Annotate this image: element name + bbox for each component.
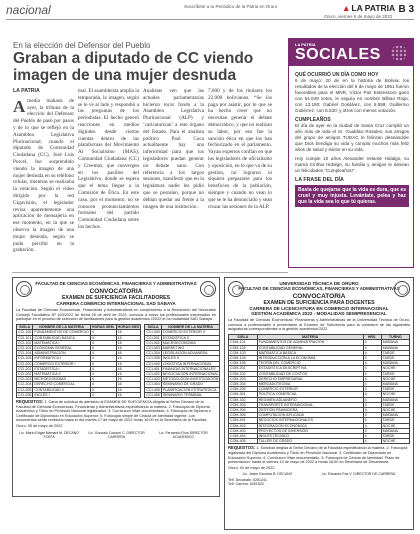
subjects-tables (16, 324, 219, 398)
requirements-text: 1. Solicitud dirigida al Señor Decano de la Facultad especificando la materia. 2. Fotocopia legalizada del Diploma Académico y Título en Provisión Nacional. 3. Certificado de Diplomado en Educación Superior. 4. Curriculum Vitae documentado. 5. Fotocopia de Cédula de Identidad. Plazo de presentación: hasta el viernes 13 de mayo de 2022 a horas 16:00 en Secretaría de Decanatura. (228, 446, 408, 465)
sidebar-title: SOCIALES (295, 46, 381, 63)
table-cell: NEGOCIOS INTERNACIONALES (257, 418, 363, 423)
ad-subtitle: EXAMEN DE SUFICIENCIA PARA DOCENTES (263, 300, 375, 306)
table-cell: COM-401 (229, 418, 258, 423)
table-cell: COM-403 (229, 428, 258, 433)
ad-title: CONVOCATORIA (89, 288, 143, 295)
table-cell: 4 (363, 340, 381, 345)
table-cell: 4 (90, 345, 116, 350)
table-cell: DERECHO EMPRESARIAL (257, 376, 363, 381)
table-cell: COM-201 (229, 366, 258, 371)
table-cell: 4 (363, 376, 381, 381)
quote-box: Basta de quejarse que la vida es dura, que es cruel y muy injusta. Levántate, pelea y haz que la vida sea lo que tú quieras. (295, 185, 409, 207)
table-cell: 4 (363, 392, 381, 397)
edition-date: Oruro, viernes 6 de mayo de 2022 (324, 14, 393, 19)
table-cell: CCI-200 (18, 361, 32, 366)
table-row (145, 361, 220, 366)
table-cell: NOCHE (381, 366, 409, 371)
table-cell: NOCHE (381, 407, 409, 412)
table-header-cell: TURNO (381, 335, 409, 340)
table-cell: 4 (363, 402, 381, 407)
table-cell: 4 (90, 366, 116, 371)
table-cell: 4 (90, 351, 116, 356)
phone-line: Telf. Carrera: 5261520 (228, 482, 264, 487)
table-cell: TRANSPORTE INTERNACIONAL (257, 402, 363, 407)
table-cell: DERECHO COMERCIAL (33, 382, 90, 387)
table-cell: CCI-202 (18, 371, 32, 376)
ad-faculty: FACULTAD DE CIENCIAS ECONÓMICAS, FINANCIERAS Y ADMINISTRATIVAS (35, 281, 197, 286)
table-cell: CCI-303 (146, 345, 160, 350)
ad-date: Oruro, 05 de mayo de 2022 (16, 423, 63, 428)
table-cell: METODOLOGÍA INVESTIGACIÓN (162, 377, 219, 382)
table-cell: CCI-400 (146, 361, 160, 366)
table-cell: MAÑANA (381, 361, 409, 366)
ad-subtitle: EXAMEN DE SUFICIENCIA FACILITADORES (61, 295, 171, 301)
table-cell: TARDE (381, 418, 409, 423)
table-cell: CCI-205 (18, 387, 32, 392)
table-cell: CCI-102 (18, 340, 32, 345)
sponsor-text: Suscríbete a tu Periódico de la Patria en Oruro (184, 4, 278, 9)
table-cell: CCI-204 (18, 382, 32, 387)
table-cell: LEGISLACIÓN ADUANERA (161, 351, 220, 356)
ad-subtitle-2: CARRERA DE LICENCIATURA EN COMERCIO INTERNACIONAL (249, 306, 389, 311)
table-cell: 16 (116, 330, 141, 335)
article-kicker: En la elección del Defensor del Pueblo (13, 41, 151, 50)
table-cell: MATEMÁTICA BÁSICA (257, 350, 363, 355)
table-cell: CCI-203 (18, 377, 32, 382)
table-cell: 16 (116, 351, 141, 356)
requirements-text: 1. Carta de solicitud de admisión al EXAMEN DE SUFICIENCIA dirigida al Señor Decano de la Facultad de Ciencias Económicas, Financieras y Administrativas especificando la materia. 2. Fotocopia de Diploma Académico y Título en Provisión Nacional legalizados. 3. Curriculum Vitae documentado. 4. Fotocopia de Diploma o Certificado de Diplomado en Educación Superior. 5. Fotocopia simple de Cédula de Identidad vigente. Los documentos serán recibidos hasta el día martes 17 de mayo de 2022 horas 16:00 en la Secretaría de la Facultad. (16, 399, 211, 423)
sidebar-brand: LA PATRIA (295, 42, 316, 47)
table-cell: 16 (116, 361, 141, 366)
table-cell: COM-405 (229, 439, 258, 444)
table-cell: CCI-100 (18, 330, 32, 335)
table-cell: 4 (363, 366, 381, 371)
table-cell: CCI-305 (146, 356, 160, 361)
table-cell: CCI-404 (146, 382, 160, 387)
table-cell: INTEGRACIÓN ECONÓMICA (257, 423, 363, 428)
table-cell: CCI-401 (146, 366, 160, 371)
university-seal-icon (16, 281, 32, 297)
table-cell: CCI-103 (18, 345, 32, 350)
table-cell: NOCHE (381, 376, 409, 381)
column-text: media mañana de ayer, la tribuna de la elección del Defensor del Pueblo de pasó por pasos y de lo que se reflejó en la Asamblea Legislativa Plurinacional, cuando el diputado de Comunidad Ciudadana (CC), José Luis Porcel, fue sorprendido viendo la imagen de una mujer desnuda en su teléfono celular, mientras se realizaba la votación. Según el video dirigido por la red Gigavisión, el legislador revisa aparentemente una aplicación de mensajería en ese momento, en la que se observa la imagen de una mujer desnuda, según se pudo percibir en la grabación. (13, 97, 74, 254)
table-cell: 4 (363, 361, 381, 366)
table-cell: TARDE (381, 402, 409, 407)
subjects-table-2 (144, 324, 220, 398)
table-row (145, 371, 220, 376)
ad-intro: La Facultad de Ciencias Económicas, Financieras y Administrativas de la Universidad Técnica de Oruro, convoca a profesionales a presentarse al Examen de Suficiencia para la cobertura de las siguientes asignaturas correspondientes a la gestión académica 2022. (228, 318, 410, 332)
section-divider (12, 272, 288, 273)
table-cell: LOGÍSTICA INTERNACIONAL (161, 361, 220, 366)
flag-icon: ▲ (342, 3, 351, 13)
contact-phones (228, 478, 410, 487)
table-cell: 4 (363, 433, 381, 438)
signature: Lic. Javier Escobar B. DECANO (242, 472, 293, 477)
table-cell: RÉGIMEN ADUANERO (257, 397, 363, 402)
table-cell: CCI-403 (146, 377, 160, 382)
signature: Lic. Gonzalo Condori C. DIRECTOR CARRERA (88, 430, 145, 439)
sidebar-paragraph: 6 de mayo: 20 de en la historia de Bolivia: los resultados de la elección del 6 de mayo de 1951 fueron favorables para el MNR, Víctor Paz Estenssoro ganó con 54.049 votos, le seguía en nombre Bilbao Rioja, con 13.180; Gabriel Gosálvez, con 6.559; Guillermo Gutiérrez, con 6.530; y otros con menos votación. (295, 78, 409, 113)
table-row (145, 377, 220, 382)
table-cell: NOCHE (381, 439, 409, 444)
table-cell: GESTIÓN FINANCIERA (257, 407, 363, 412)
table-cell: COM-203 (229, 376, 258, 381)
table-cell: CCI-105 (18, 356, 32, 361)
table-cell: NOCHE (381, 392, 409, 397)
table-cell: INTRODUCCIÓN A LA ECONOMÍA (257, 355, 363, 360)
table-header-cell: HORAS MES (117, 325, 140, 330)
table-cell: 16 (116, 345, 141, 350)
table-cell: ESTADÍSTICA DESCRIPTIVA (257, 366, 363, 371)
table-cell: TARDE (381, 350, 409, 355)
phone-line: Telf. Decanato: 5261241 (228, 477, 267, 482)
table-header-cell: SIGLA (229, 335, 258, 340)
table-cell: COM-104 (229, 355, 258, 360)
table-cell: 4 (363, 350, 381, 355)
table-cell: ADMINISTRACIÓN (33, 351, 90, 356)
table-row (17, 392, 141, 397)
table-cell: CCI-206 (18, 392, 32, 397)
table-cell: TARDE (381, 387, 409, 392)
table-cell: 16 (116, 382, 141, 387)
table-cell: COM-102 (229, 345, 258, 350)
section-name: nacional (6, 3, 51, 17)
table-cell: TARDE (381, 355, 409, 360)
sidebar-heading: CUMPLEAÑOS (295, 117, 331, 123)
table-cell: ESTADÍSTICA I (33, 366, 90, 371)
table-cell: 4 (90, 392, 116, 397)
article-column-1 (13, 88, 74, 268)
table-cell: 16 (116, 356, 141, 361)
sidebar-paragraph: Hoy cumple 10 años Alexander Velarde Hidalgo, su mamá Cinthia Hidalgo, su familia y amigos le desean un felicidades “Cumpleaños!”. (295, 156, 409, 173)
table-cell: ESTADÍSTICA II (161, 335, 220, 340)
sidebar-heading: LA FRASE DEL DÍA (295, 177, 344, 183)
table-cell: CONTABILIDAD DE COSTOS (257, 371, 363, 376)
table-cell: CCI-402 (146, 371, 160, 376)
sociales-header (289, 39, 413, 66)
article-column-2 (78, 88, 139, 268)
table-cell: FINANZAS INTERNACIONALES (161, 366, 220, 371)
university-seal-icon (228, 281, 244, 297)
table-cell: CCI-301 (146, 335, 160, 340)
table-cell: 4 (90, 330, 116, 335)
table-cell: COM-103 (229, 350, 258, 355)
table-cell: 4 (363, 413, 381, 418)
table-cell: CONTABILIDAD BÁSICA (33, 335, 90, 340)
signature: Lic. Fernando Ríos DIRECTOR ACADÉMICO (159, 430, 208, 439)
table-cell: 4 (90, 371, 116, 376)
table-row (145, 392, 220, 397)
article-headline: Graban a diputado de CC viendo imagen de una mujer desnuda (13, 50, 254, 84)
table-cell: 4 (90, 356, 116, 361)
table-header-cell: NOMBRE DE LA MATERIA (161, 325, 220, 330)
table-header-cell: HORAS SEM. (91, 325, 115, 330)
table-cell: 16 (116, 387, 141, 392)
table-row (229, 439, 410, 444)
table-cell: COM-202 (229, 371, 258, 376)
table-cell: COM-404 (229, 433, 258, 438)
table-cell: 4 (90, 377, 116, 382)
subjects-table-1 (16, 324, 141, 398)
table-cell: COM-301 (229, 392, 258, 397)
table-cell: 4 (363, 387, 381, 392)
ad-date: Oruro, 04 de mayo de 2022 (228, 465, 275, 470)
table-header-cell: SIGLA (17, 325, 33, 330)
table-cell: PROYECTOS DE INVERSIÓN (257, 428, 363, 433)
sidebar-heading: QUÉ OCURRIÓ UN DÍA COMO HOY (295, 72, 379, 78)
table-cell: CONTABILIDAD II (33, 387, 90, 392)
table-cell: 4 (363, 397, 381, 402)
table-cell: 16 (116, 377, 141, 382)
table-cell: MAÑANA (381, 413, 409, 418)
requirements (228, 446, 410, 464)
table-cell: 4 (363, 371, 381, 376)
sidebar-body (295, 70, 409, 207)
table-cell: MATEMÁTICA I (33, 340, 90, 345)
table-cell: CCI-201 (18, 366, 32, 371)
ad-university: UNIVERSIDAD TÉCNICA DE ORURO (279, 281, 359, 286)
table-cell: SEMINARIO TERMINAL (161, 392, 220, 397)
table-cell: 4 (90, 335, 116, 340)
table-cell: COM-205 (229, 387, 258, 392)
article-column-4 (208, 88, 272, 268)
table-cell: COM-304 (229, 407, 258, 412)
ad-subtitle-2: CARRERA COMERCIO INTERNACIONAL SAD SABAYA (56, 301, 176, 306)
table-cell: 4 (90, 387, 116, 392)
table-row (145, 366, 220, 371)
table-cell: MACROECONOMÍA (161, 340, 220, 345)
table-cell: MAÑANA (381, 340, 409, 345)
table-cell: MERCADOTECNIA (257, 381, 363, 386)
table-cell: CCI-304 (146, 351, 160, 356)
ad-faculty: FACULTAD DE CIENCIAS ECONÓMICAS, FINANCIERAS Y ADMINISTRATIVAS (238, 286, 400, 291)
table-cell: 4 (90, 361, 116, 366)
table-cell: 16 (116, 371, 141, 376)
table-cell: TARDE (381, 371, 409, 376)
table-cell: COM-302 (229, 397, 258, 402)
requirements (16, 400, 216, 423)
table-cell: COMERCIO EXTERIOR II (161, 330, 220, 335)
table-cell: 4 (363, 428, 381, 433)
table-cell: COMERCIO EXTERIOR I (33, 361, 90, 366)
table-header-cell: MATERIA (257, 335, 363, 340)
table-cell: NEGOCIACIÓN INTERNACIONAL (162, 371, 219, 376)
table-cell: NOCHE (381, 423, 409, 428)
table-cell: MATEMÁTICA II (33, 371, 90, 376)
table-cell: CCI-104 (18, 351, 32, 356)
table-cell: 4 (363, 418, 381, 423)
table-cell: COM-305 (229, 413, 258, 418)
sidebar-paragraph: El día de ayer en la ciudad de Santa Cruz cumplió un año más de vida el Sr. Gualdiso Rosales, sus amigos del grupo de amigos TUDAC le felicitan deseándole que Dios bendiga su vida y cumpla muchos más feliz años de salud y éxitos en su vida. (295, 123, 409, 152)
sociales-sidebar (288, 38, 414, 268)
table-cell: 4 (363, 355, 381, 360)
signatures (228, 472, 410, 476)
page-number: B 3 (398, 4, 414, 15)
ad-title: CONVOCATORIA (292, 293, 346, 300)
table-cell: INGLÉS TÉCNICO (257, 433, 363, 438)
table-cell: INGLÉS I (33, 392, 90, 397)
table-cell: COM-101 (229, 340, 258, 345)
faculty-seal-icon (200, 281, 216, 297)
table-cell: COMERCIO EXTERIOR (257, 387, 363, 392)
subjects-table (228, 334, 410, 444)
column-text: 7.000 y de los titulares los 22.000 bolivianos. “Se los paga por asistir, por lo que se ha hecho creer que no necesitan generar el debate democrático, y que no realizan su labor, por eso fue la sanción ética en que los han fechorizado en el parlamento. Vayan expertos confían en que los legisladores de oficialismo y oposición, en lo que va de su gestión, no lograron ni siquiera prepararse para los beneficios de la población, siempre y cuando no vean lo que se le ha denunciado y sean cruzar las sesiones de la ALP. (208, 88, 272, 210)
table-cell: MARKETING (161, 345, 220, 350)
table-cell: TALLER DE GRADO (257, 439, 363, 444)
table-cell: COM-105 (229, 361, 258, 366)
table-cell: MAÑANA (381, 428, 409, 433)
table-cell: SEMINARIO DE GRADO (161, 382, 220, 387)
table-cell: 4 (363, 381, 381, 386)
table-cell: COM-303 (229, 402, 258, 407)
table-cell: 4 (363, 439, 381, 444)
table-cell: 4 (90, 340, 116, 345)
table-cell: MAÑANA (381, 381, 409, 386)
convocatoria-ad-left (12, 277, 220, 497)
table-cell: TEORÍA DEL COMERCIO (257, 361, 363, 366)
table-cell: 4 (363, 345, 381, 350)
drop-cap: A (13, 96, 26, 116)
table-cell: COM-402 (229, 423, 258, 428)
table-cell: 4 (363, 407, 381, 412)
table-cell: 4 (90, 382, 116, 387)
table-cell: POLÍTICA COMERCIAL (257, 392, 363, 397)
table-cell: MAÑANA (381, 345, 409, 350)
ad-subtitle-3: GESTIÓN ACADÉMICA 2022 - MODALIDAD SEMIPRESENCIAL (251, 311, 387, 316)
table-cell: 16 (116, 366, 141, 371)
table-cell: MICROECONOMÍA (33, 377, 90, 382)
article-byline: LA PATRIA (13, 88, 40, 94)
ad-intro: La Facultad de Ciencias Económicas, Financieras y Administrativas en cumplimiento a la Resolución del Honorable Consejo Facultativo Nº 163/2022 de fecha 25 de abril de 2022, convoca a todos los profesionales interesados en participar en el proceso de selección de facilitadores para la gestión académica I/2022 en la modalidad SAD Sabaya. (16, 308, 216, 322)
table-cell: COM-204 (229, 381, 258, 386)
column-text: Analistas ven que las actuales parlamentarias hicieron tocar fondo a la Asamblea Legislativa Plurinacional (ALP) y ‘caricaturizan’ a este órgano del Estado. Para el analista político Paul Coca actualmente hay una inferioridad para que los legisladores puedan generar un debate sano. Con referencia a los largos sesiones, manifestó que en la legislatura nadie los pidió que se postulen, porque no debían quedar así frente a la imagen de una institución. (143, 88, 204, 210)
table-cell: CCI-406 (146, 392, 160, 397)
table-cell: CONTABILIDAD GENERAL (257, 345, 363, 350)
signatures (16, 431, 216, 439)
table-header-cell: SIGLA (145, 325, 161, 330)
requirements-title: REQUISITOS: (228, 445, 256, 451)
table-header-cell: NOMBRE DE LA MATERIA (33, 325, 90, 330)
table-row (145, 387, 220, 392)
table-cell: CCI-405 (146, 387, 160, 392)
signature: Lic. Mario Edgar Mamani M. DECANO FCEFA (19, 430, 79, 439)
table-cell: INGLÉS II (161, 356, 220, 361)
table-cell: 4 (363, 423, 381, 428)
table-cell: COMPUTACIÓN APLICADA (257, 413, 363, 418)
convocatoria-ad-right (224, 277, 414, 530)
column-text: mal. El asambleísta amplía la temporada, la imagen, según se le ve al lado y respondió a las preguntas de los periodistas. El hecho generó reacciones en medios digitales desde ciertas cuentas dentro de las plataformas del Movimiento Al Socialismo (MAS), Comunidad Ciudadana (CC) y Creemos, que convergen en los pasillos del Legislativo, donde se espera que el tema llegue a la Comisión de Ética. En este caso, por el momento, no se conocen pronunciamientos formales del partido Comunidad Ciudadana sobre los hechos. (78, 88, 139, 230)
table-cell: MAÑANA (381, 397, 409, 402)
faculty-seal-icon (394, 281, 410, 297)
table-cell: 16 (116, 392, 141, 397)
table-cell: INFORMÁTICA I (33, 356, 90, 361)
table-cell: CCI-302 (146, 340, 160, 345)
table-cell: TARDE (381, 433, 409, 438)
signature: Lic. Eduardo Paz V. DIRECTOR DE CARRERA (321, 472, 396, 477)
article-column-3 (143, 88, 204, 268)
table-cell: 16 (116, 335, 141, 340)
table-cell: CCI-300 (146, 330, 160, 335)
table-cell: ECONOMÍA GENERAL (33, 345, 90, 350)
requirements-title: REQUISITOS: (16, 398, 44, 404)
table-cell: PLANIFICACIÓN ESTRATÉGICA (161, 387, 220, 392)
table-cell: 16 (116, 340, 141, 345)
table-header-cell: HRS. (363, 335, 381, 340)
page-header (6, 3, 414, 20)
newspaper-logo: ▲LA PATRIA (342, 3, 396, 13)
table-cell: FUNDAMENTOS DE COMERCIO (34, 330, 89, 335)
table-cell: CCI-101 (18, 335, 32, 340)
table-cell: FUNDAMENTOS DE ADMINISTRACIÓN (257, 340, 363, 345)
decorative-dots-icon (391, 45, 407, 61)
